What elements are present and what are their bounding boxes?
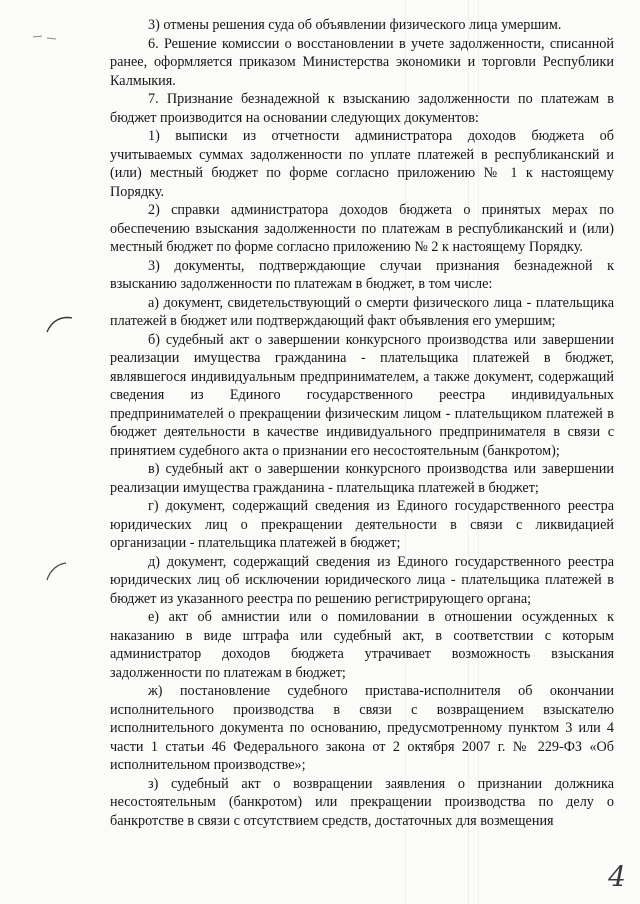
document-body	[110, 16, 614, 830]
paragraph-6-restore: 6. Решение комиссии о восстановлении в учете задолженности, списанной ранее, оформляется приказом Министерства экономики и торговли Республики Калмыкия.	[110, 35, 614, 89]
paragraph-b-bankruptcy-entrepreneur: б) судебный акт о завершении конкурсного производства или завершении реализации имущества гражданина - плательщика платежей в бюджет, являвшегося индивидуальным предпринимателем, а также документ, содержащий сведения из Единого государственного реестра индивидуальных предпринимателей о прекращении физическим лицом - плательщиком платежей в бюджет деятельности в качестве индивидуального предпринимателя в связи с принятием судебного акта о признании его несостоятельным (банкротом);	[110, 331, 614, 459]
paragraph-d-exclusion: д) документ, содержащий сведения из Единого государственного реестра юридических лиц об исключении юридического лица - плательщика платежей в бюджет из указанного реестра по решению регистрирующего органа;	[110, 553, 614, 607]
paragraph-7-2-certificate: 2) справки администратора доходов бюджета о принятых мерах по обеспечению взыскания задолженности по платежам в республиканский и (или) местный бюджет по форме согласно приложению № 2 к настоящему Порядку.	[110, 202, 614, 255]
paragraph-v-bankruptcy-citizen: в) судебный акт о завершении конкурсного производства или завершении реализации имущества гражданина - плательщика платежей в бюджет;	[110, 461, 614, 496]
paragraph-7-1-statement: 1) выписки из отчетности администратора доходов бюджета об учитываемых суммах задолженности по уплате платежей в республиканский и (или) местный бюджет по форме согласно приложению № 1 к настоящему Порядку.	[110, 128, 614, 200]
paragraph-zh-bailiff: ж) постановление судебного пристава-исполнителя об окончании исполнительного производства в связи с возвращением взыскателю исполнительного документа по основанию, предусмотренному пунктом 3 или 4 части 1 статьи 46 Федерального закона от 2 октября 2007 г. № 229-ФЗ «Об исполнительном производстве»;	[110, 683, 614, 773]
paragraph-7-3-documents: 3) документы, подтверждающие случаи признания безнадежной к взысканию задолженности по платежам в бюджет, в том числе:	[110, 257, 614, 292]
margin-pen-mark	[44, 560, 68, 582]
paragraph-g-liquidation: г) документ, содержащий сведения из Единого государственного реестра юридических лиц о прекращении деятельности в связи с ликвидацией организации - плательщика платежей в бюджет;	[110, 498, 614, 551]
paragraph-z-court-return: з) судебный акт о возвращении заявления о признании должника несостоятельным (банкротом) или прекращении производства по делу о банкротстве в связи с отсутствием средств, достаточных для возмещения	[110, 775, 614, 829]
paragraph-item-3-cancel: 3) отмены решения суда об объявлении физического лица умершим.	[148, 17, 562, 33]
paragraph-e-amnesty: е) акт об амнистии или о помиловании в отношении осужденных к наказанию в виде штрафа или судебный акт, в соответствии с которым администратор доходов бюджета утрачивает возможность взыскания задолженности по платежам в бюджет;	[110, 609, 614, 681]
paragraph-7-recognition: 7. Признание безнадежной к взысканию задолженности по платежам в бюджет производится на основании следующих документов:	[110, 91, 614, 126]
page-number: 4	[608, 860, 626, 893]
margin-smudge	[30, 30, 60, 42]
margin-pen-mark	[44, 314, 74, 336]
paragraph-a-death: а) документ, свидетельствующий о смерти физического лица - плательщика платежей в бюджет или подтверждающий факт объявления его умершим;	[110, 294, 614, 329]
